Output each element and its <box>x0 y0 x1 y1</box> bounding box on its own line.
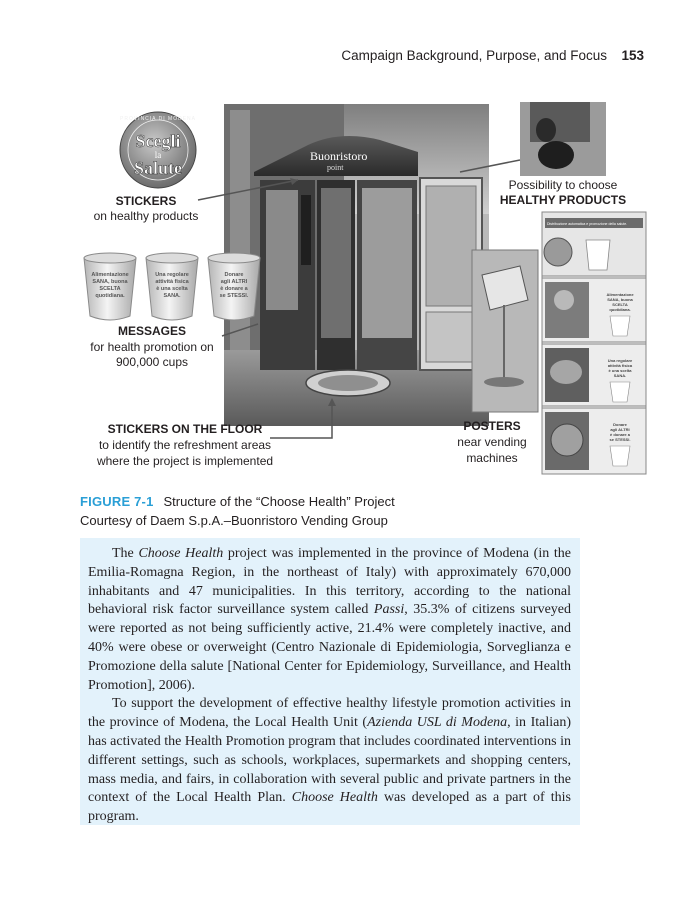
cup-1 <box>84 253 136 320</box>
poster-stand-photo <box>472 250 538 412</box>
poster-collection <box>542 212 646 474</box>
poster-3-line-2: agli ALTRI <box>610 427 630 432</box>
p2-italic-2: Choose Health <box>291 790 378 806</box>
logo-word-1: Scegli <box>135 131 181 151</box>
p1-italic-2: Passi <box>373 602 405 618</box>
figure-credit: Courtesy of Daem S.p.A.–Buonristoro Vending Group <box>80 513 388 528</box>
machine-brand-label: Buonristoro <box>310 149 368 163</box>
p1-text-3: , 35.3% of citizens surveyed were reported as not being sufficiently active, 21.4% were completely inactive, and 40% were obese or overweight (Centro Nazionale di Epidemiologia, Sorveglianza e Promozione della salute [National Center for Epidemiology, Surveillance, and Health Promotion], 2006). <box>88 602 571 693</box>
cup-3 <box>208 253 260 320</box>
p2-text-1: To support the development of effective healthy lifestyle promotion activities in the province of Modena, the Local Health Unit ( <box>88 696 571 731</box>
logo-word-2: la <box>154 150 162 160</box>
poster-2-line-1: Una regolare <box>607 358 633 363</box>
p2-text-3: was developed as a part of this program. <box>88 790 571 825</box>
cup-3-line-2: agli ALTRI <box>220 279 248 285</box>
cup-1-line-2: SANA, buona <box>92 279 128 285</box>
poster-panel-3 <box>542 408 646 474</box>
figure-title: Structure of the “Choose Health” Project <box>163 494 395 509</box>
healthy-products-photo <box>520 102 606 176</box>
poster-heading: Distribuzione automatica e promozione della salute. <box>547 222 628 226</box>
poster-2-line-2: attività fisica <box>607 363 633 368</box>
page-number: 153 <box>621 48 644 63</box>
messages-subtitle-line-1: for health promotion on <box>90 340 214 354</box>
stickers-subtitle: on healthy products <box>93 209 199 223</box>
poster-1-line-2: SANA, buona <box>607 297 633 302</box>
p1-text-2: project was implemented in the province of Modena (in the Emilia-Romagna Region, in the northeast of Italy) with approximately 670,000 inhabitants and 47 municipalities. In this territory, according to the national behavioral risk factor surveillance system called <box>88 546 571 618</box>
cup-3-line-1: Donare <box>224 272 244 278</box>
figure-label: FIGURE 7-1 <box>80 494 154 509</box>
floor-stickers-title: STICKERS ON THE FLOOR <box>107 422 263 436</box>
poster-panel-2 <box>542 344 646 406</box>
messages-title: MESSAGES <box>117 324 187 338</box>
poster-1-line-4: quotidiana. <box>609 307 631 312</box>
posters-subtitle-line-2: machines <box>466 451 518 465</box>
cup-1-line-4: quotidiana. <box>95 293 125 299</box>
page-header <box>0 48 699 68</box>
figure-caption <box>80 492 640 530</box>
cup-3-line-3: è donare a <box>220 286 248 292</box>
cup-2-line-1: Una regolare <box>155 272 189 278</box>
paragraph-2 <box>88 695 571 827</box>
message-cups <box>84 253 260 320</box>
running-head: Campaign Background, Purpose, and Focus <box>341 48 607 63</box>
poster-1-line-1: Alimentazione <box>606 292 634 297</box>
stickers-title: STICKERS <box>115 194 177 208</box>
body-text <box>88 545 571 827</box>
floor-stickers-subtitle-line-2: where the project is implemented <box>96 454 274 468</box>
floor-stickers-subtitle-line-1: to identify the refreshment areas <box>98 438 272 452</box>
paragraph-1 <box>88 545 571 695</box>
machine-brand-sub-label: point <box>327 163 344 172</box>
poster-2-line-3: è una scelta <box>608 368 632 373</box>
cup-2-line-3: è una scelta <box>156 286 188 292</box>
cup-2-line-4: SANA. <box>163 293 181 299</box>
poster-3-line-4: se STESSI. <box>609 437 631 442</box>
posters-subtitle-line-1: near vending <box>457 435 527 449</box>
cup-2-line-2: attività fisica <box>155 279 189 285</box>
cup-1-line-1: Alimentazione <box>91 272 129 278</box>
scegli-la-salute-logo <box>120 112 196 188</box>
p2-italic-1: Azienda USL di Modena <box>367 715 508 731</box>
logo-word-3: Salute <box>133 158 183 178</box>
poster-panel-1 <box>542 278 646 342</box>
p2-text-2: , in Italian) has activated the Health Promotion program that includes coordinated interventions in different settings, such as schools, workplaces, supermarkets and shopping centers, mass media, and fairs, in collaboration with several public and private partners in the context of the Local Health Plan. <box>88 715 571 806</box>
posters-title: POSTERS <box>463 419 521 433</box>
p1-italic-1: Choose Health <box>138 546 224 561</box>
poster-1-line-3: SCELTA <box>612 302 628 307</box>
possibility-label: Possibility to choose <box>508 178 618 192</box>
poster-3-line-1: Donare <box>613 422 627 427</box>
poster-3-line-3: è donare a <box>609 432 631 437</box>
figure-photo-collage <box>80 100 648 476</box>
messages-subtitle-line-2: 900,000 cups <box>115 355 189 369</box>
healthy-products-label: HEALTHY PRODUCTS <box>499 193 627 207</box>
cup-1-line-3: SCELTA <box>99 286 121 292</box>
poster-2-line-4: SANA. <box>613 373 627 378</box>
cup-2 <box>146 253 198 320</box>
p1-text-1: The <box>112 546 139 561</box>
cup-3-line-4: se STESSI. <box>219 293 249 299</box>
caption-title-line <box>80 492 640 511</box>
logo-ring-text: PROVINCIA DI MODENA <box>120 116 196 122</box>
